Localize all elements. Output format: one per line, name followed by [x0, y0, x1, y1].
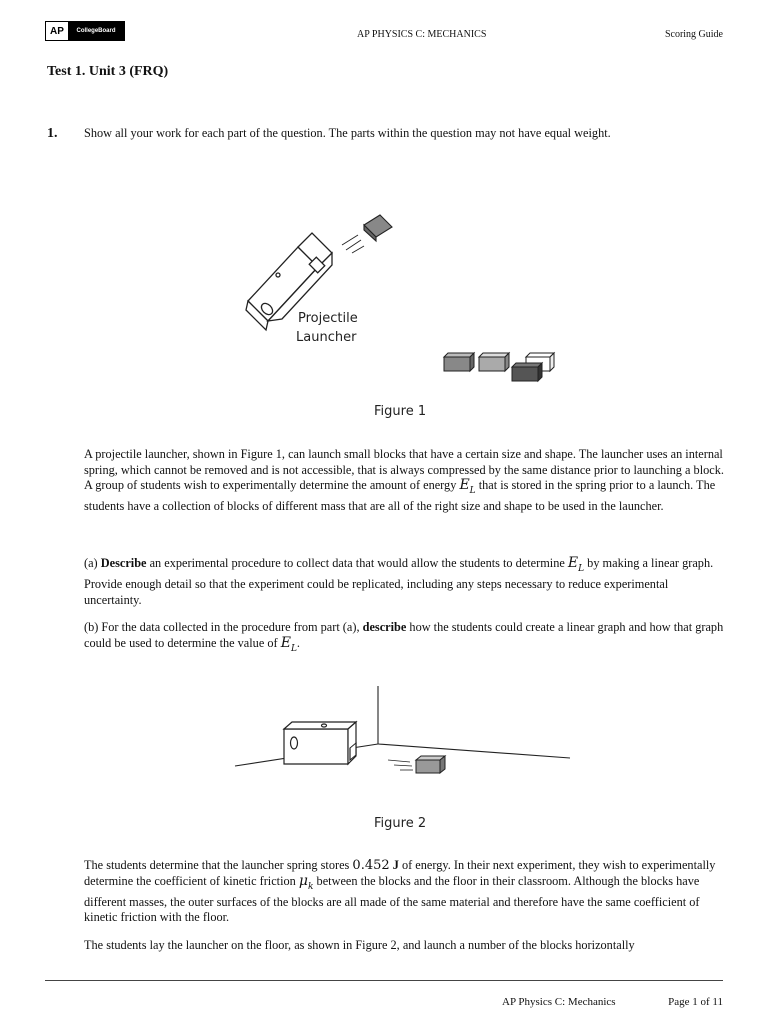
question-number: 1.: [47, 126, 58, 141]
test-title: Test 1. Unit 3 (FRQ): [47, 64, 169, 79]
part-b-text-b: how the students could create a linear graph and how that graph could be used to determine the value of: [84, 620, 724, 650]
friction-paragraph: [84, 858, 724, 926]
part-a-text-a: an experimental procedure to collect data that would allow the students to determine: [149, 556, 565, 570]
energy-symbol: $E_L$: [459, 477, 476, 496]
figure-2-caption: Figure 2: [374, 816, 427, 831]
intro-text-b: that is stored in the spring prior to a launch. The students have a collection of blocks of different mass that are all of the right size and shape to be used in the launcher.: [84, 478, 716, 514]
figure-1-label-line2: Launcher: [296, 330, 357, 345]
part-b-paragraph: [84, 620, 724, 657]
footer-page-number: Page 1 of 11: [668, 996, 723, 1008]
para3-text-a: The students determine that the launcher spring stores: [84, 858, 350, 872]
question-instructions: Show all your work for each part of the question. The parts within the question may not have equal weight.: [84, 126, 611, 140]
part-b-verb: describe: [362, 620, 407, 634]
launcher-on-floor-icon: [284, 722, 356, 764]
intro-paragraph: [84, 447, 724, 515]
launch-paragraph: The students lay the launcher on the floor, as shown in Figure 2, and launch a number of the blocks horizontally: [84, 938, 635, 952]
footer-course: AP Physics C: Mechanics: [502, 996, 616, 1008]
figure-2-illustration: [230, 682, 575, 782]
energy-value: 0.452: [352, 858, 390, 873]
part-b-text-a: (b) For the data collected in the procedure from part (a),: [84, 620, 360, 634]
part-a-verb: Describe: [100, 556, 147, 570]
part-b-energy-symbol: $E_L$: [280, 634, 297, 654]
figure-1-label-line1: Projectile: [298, 311, 358, 326]
part-a-text-b: by making a linear graph. Provide enough detail so that the experiment could be replicated, including any steps necessary to reduce experimental uncertainty.: [84, 556, 714, 607]
ap-collegeboard-logo: [45, 21, 125, 41]
logo-collegeboard-text: CollegeBoard: [68, 22, 124, 40]
header-course: AP PHYSICS C: MECHANICS: [357, 29, 487, 40]
logo-ap-text: AP: [46, 22, 68, 40]
part-a-label: (a): [84, 556, 98, 570]
energy-unit: J: [392, 858, 399, 872]
part-a-energy-symbol: $E_L$: [567, 555, 585, 574]
para3-text-b: of energy. In their next experiment, they wish to experimentally determine the coefficient of kinetic friction: [84, 858, 716, 888]
sliding-block-icon: [388, 756, 445, 773]
figure-1-illustration: [240, 205, 570, 390]
launched-block-icon: [342, 215, 392, 253]
part-a-paragraph: [84, 556, 724, 608]
part-b-end: .: [296, 635, 300, 650]
block-collection-icon: [444, 353, 554, 381]
figure-1-caption: Figure 1: [374, 404, 427, 419]
para3-text-c: between the blocks and the floor in their classroom. Although the blocks have different masses, the outer surfaces of the blocks are all made of the same material and therefore have the same coefficient of kinetic friction with the floor.: [84, 873, 700, 925]
header-guide: Scoring Guide: [664, 29, 723, 40]
footer-divider: [45, 980, 723, 981]
intro-text-a: A projectile launcher, shown in Figure 1, can launch small blocks that have a certain size and shape. The launcher uses an internal spring, which cannot be removed and is not accessible, that is always compressed by the same distance prior to launching a block. A group of students wish to experimentally determine the amount of energy: [84, 447, 724, 492]
friction-symbol: $\mu_k$: [298, 872, 314, 892]
